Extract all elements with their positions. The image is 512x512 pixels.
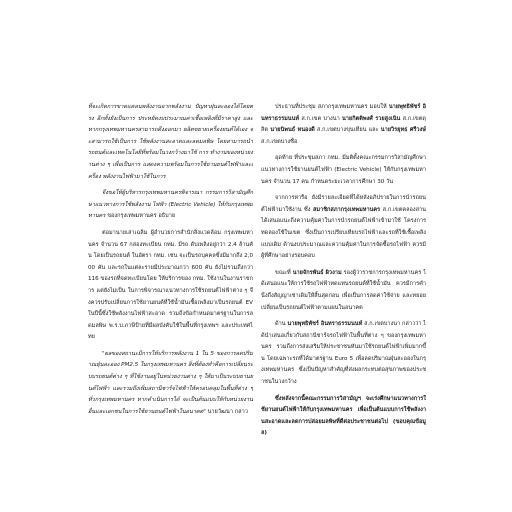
left-text-column xyxy=(88,102,253,418)
paragraph xyxy=(261,102,426,148)
bold-name: นายพุทธิพัชร์ อินทราธรรมนนท์ xyxy=(261,104,427,122)
italic-text: จึงขอให้ผู้บริหารกรุงเทพมหานครพิจารณา กรรมการวิสามัญศึกษาแนวทางการใช้พลังงาน ไฟฟ้า (Electric Vehicle) ให้กับกรุงเทพมหานคร xyxy=(88,190,253,220)
bold-name: นายกิตติพงศ์ รวยสูงเนิน xyxy=(341,115,401,122)
text-run: ส.ก.เขตบางซื่อ xyxy=(261,138,298,145)
text-run: ส.ก.เขตบางนา กล่าวว่า ได้นำเสนอเกี่ยวกับสถานีชาร์จรถไฟฟ้าในพื้นที่ต่าง ๆ ของกรุงเทพมหานคร รวมถึงการส่งเสริมให้ประชาชนหันมาใช้รถยนต์ไฟฟ้าเพิ่มมากขึ้น โดยเฉพาะรถที่ได้มาตรฐาน Euro 5 เพื่อลดปริมาณฝุ่นละอองในกรุงเทพมหานคร ซึ่งเป็นปัญหาสำคัญที่ส่งผลกระทบต่อสุขภาพของประชาชนในวงกว้าง xyxy=(261,321,426,386)
bold-name: นายจักรพันธ์ ผิวงาม xyxy=(292,269,342,276)
text-run: ด้าน xyxy=(275,321,286,328)
paragraph xyxy=(261,193,426,263)
paragraph xyxy=(261,394,426,440)
paragraph: ที่จะเกิดการขาดแคลนพลังงานจากพลังงาน ปัญหาฝุ่นละอองได้โดยตรง อีกทั้งยังเป็นการ ประหยัดงบประมาณค่าเชื้อเพลิงที่มีราคาสูง และหากกรุงเทพมหานครสามารถดึงออกมา ผลิตขยายเครื่องยนต์ได้เอง จะสามารถใช้เป็นการ ใช้พลังงานสะอาดและลดมลพิษ โดยสามารถนำ รถยนต์และเทคโนโลยีที่พร้อมในวงกว้างมาใช้ การ ทำงานของหน่วยงานต่าง ๆ เพื่อเป็นการ แสดงความพร้อมในการใช้ยานยนต์ไฟฟ้าและเครื่อง พลังงานไฟฟ้ามาใช้ในการ xyxy=(88,104,253,180)
bold-text: (ขอบคุณข้อมูล) xyxy=(261,418,426,437)
paragraph xyxy=(261,319,426,389)
paragraph xyxy=(88,349,253,419)
text-run: ส.ก.เขตบางขุนเทียน และ xyxy=(316,127,379,134)
text-run: ส.ก.เขต บางนา xyxy=(301,115,340,122)
text-run: นายวัฒนา กล่าว xyxy=(207,408,248,415)
bold-text: สมาชิกสภากรุงเทพมหานคร xyxy=(313,206,381,213)
text-run: ส.ก.เขตดุสิต xyxy=(261,115,426,134)
bold-name: นายพุทธิพัชร์ อินทราธรรมนนท์ xyxy=(287,321,363,328)
paragraph: อุดท้าย ที่ประชุมสภา กทม. มีมติตั้งคณะกรรมการวิสามัญศึกษาแนวทางการใช้ยานยนต์ไฟฟ้า (Electric Vehicle) ให้กับกรุงเทพมหานคร จำนวน 17 คน กำหนดระยะเวลาการศึกษา 30 วัน xyxy=(261,155,426,185)
italic-quote: "ผลของสถานะมีการให้บริการพลังงาน 1 ใน 5 ของการลดปริมาณฝุ่นละออง PM2.5 ในกรุงเทพมหานคร สิ่งที่ต้องทำคือการเปลี่ยนระบบรถยนต์ต่าง ๆ ที่ใช้งานอยู่ในหน่วยงานต่าง ๆ ให้มาเป็นระบบยานยนต์ไฟฟ้า และรวมถึงเพิ่มสถานีชาร์จไฟฟ้าให้ครอบคลุมในพื้นที่ต่าง ๆ ทั่วกรุงเทพมหานคร หากดำเนินการได้ จะเป็นต้นแบบให้กับหน่วยงานอื่นและเอกชนในการใช้ยานยนต์ไฟฟ้าในอนาคต" xyxy=(88,350,253,415)
bold-text: ซึ่งหลังจากนี้คณะกรรมการวิสามัญฯ จะเร่งศึกษาแนวทางการใช้ยานยนต์ไฟฟ้าให้กับกรุงเทพมหานคร เพื่อเป็นต้นแบบการใช้พลังงานสะอาดและลดการปล่อยมลพิษที่ดีต่อประชาชนต่อไป xyxy=(261,395,426,425)
bold-name: นายนิพนธ์ หนองดี xyxy=(270,127,315,134)
text-run: ของกรุงเทพมหานคร อธิบาย xyxy=(107,213,176,220)
text-run: รองผู้ว่าราชการกรุงเทพมหานคร ได้เสนอแนะให้การใช้รถไฟฟ้าทดแทนรถยนต์ที่ใช้น้ำมัน ควรมีการคำนึงถึงสัญญาเช่าเดิมให้สิ้นสุดก่อน เพื่อเป็นการลดค่าใช้จ่าย และทยอยเปลี่ยนเป็นรถยนต์ไฟฟ้าตามแผนในอนาคต xyxy=(261,269,427,311)
text-run: ประธานที่ประชุม สภากรุงเทพมหานคร มอบให้ xyxy=(275,104,387,110)
text-run: ขณะที่ xyxy=(275,269,291,276)
paragraph: ต่อมานายเล่าเฉลิม ผู้อำนวยการสำนักสิ่งแวดล้อม กรุงเทพมหานคร จำนวน 67 กล่องทะเบียน กทม. มีรถ ดับเพลิงอยู่กว่า 2.4 ล้านคัน โดยเป็นรถยนต์ ในอัตรา กทม. เช่น จะเป็นรถบุคคลซึ่งมีมากถึง 2,000 คัน และรถในแต่ละรายมีประมาณกว่า 600 คัน ยังไม่รวมถึงกว่า 116 ของรถที่จดทะเบียนโดย ให้บริการของ กทม. ใช้งานในงานราชการ แต่ยังไม่เป็น ในการพิจารณาแนวทางการใช้รถยนต์ไฟฟ้าต่าง ๆ จึงควรปรับเปลี่ยนการใช้ยานยนต์ที่ใช้น้ำมันเชื้อเพลิงมาเป็นรถยนต์ EV ในปีนี้ซึ่งใช้พลังงานไฟฟ้าสะอาด รวมถึงข้อกำหนดมาตรฐานในการลดมลพิษ พ.ร.บ.ภาษีป้ายที่มีผลบังคับใช้ในพื้นที่กรุงเทพฯ และประเทศไทย xyxy=(88,229,253,341)
text-run: ส.ก.เขตคลองสาน ได้เสนอแนะถึงความคุ้มค่าในการนำรถยนต์ไฟฟ้าเข้ามาใช้ โครงการทดลองใช้ในเขต ซึ่งเป็นการเปรียบเทียบรถไฟฟ้าและรถที่ใช้เชื้อเพลิงแบบเดิม ด้านงบประมาณและความคุ้มค่าในการจัดซื้อรถไฟฟ้า ควรมีผู้ที่ศึกษาอย่างรอบคอบ xyxy=(261,206,426,260)
paragraph xyxy=(261,268,426,314)
paragraph xyxy=(88,188,253,223)
right-text-column xyxy=(261,102,426,440)
bold-name: นายวิรยุทธ ศรีวงษ์ xyxy=(380,127,426,134)
text-run: จากการหารือ ยังมีรายละเอียดที่ได้หลังอภิปรายในการนำรถยนต์ไฟฟ้ามาใช้งาน ซึ่ง xyxy=(261,195,426,213)
